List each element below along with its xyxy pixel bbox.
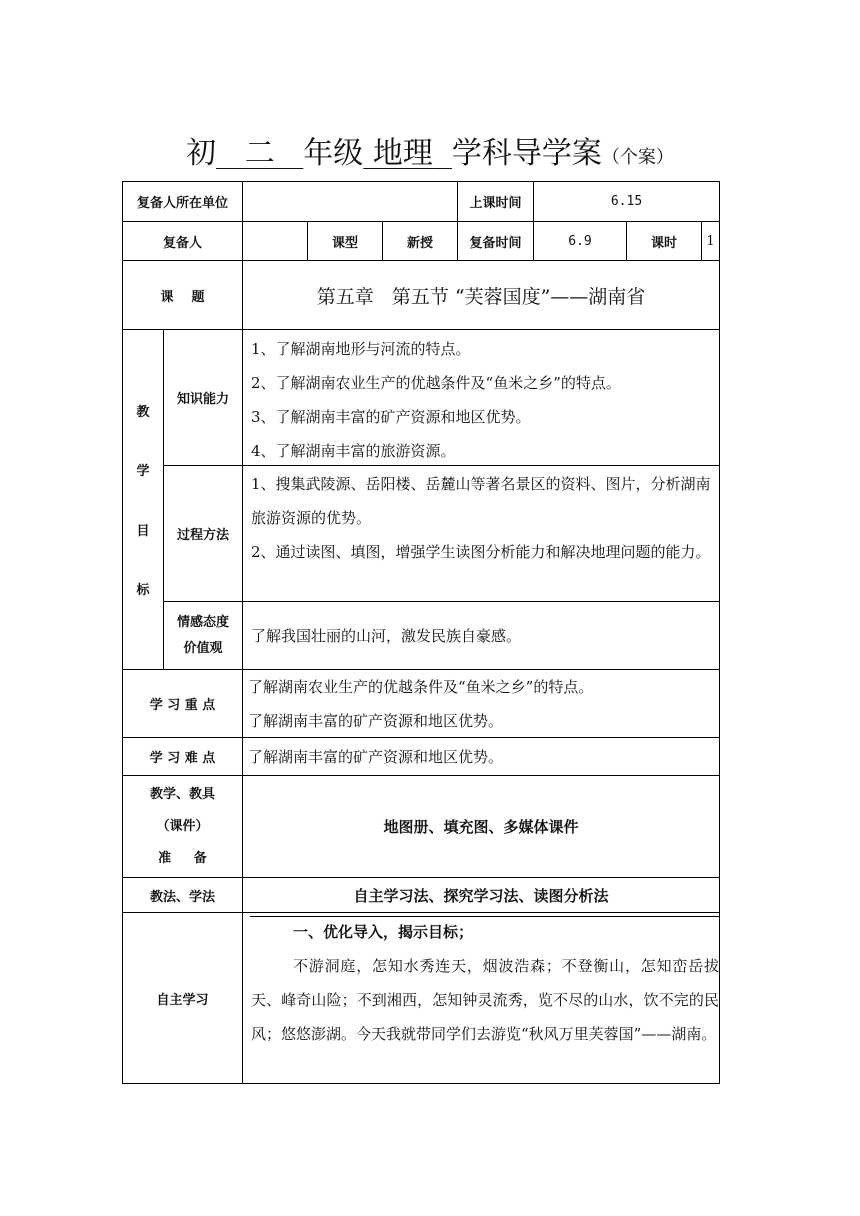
prep-time-label: 复备时间 [469,235,522,251]
unit-value [243,182,457,221]
knowledge-label: 知识能力 [176,392,229,407]
key-points-list [248,670,717,738]
preparer-label: 复备人 [162,235,202,251]
process-item: 2、通过读图、填图，增强学生读图分析能力和解决地理问题的能力。 [251,543,711,561]
methods-value: 自主学习法、探究学习法、读图分析法 [353,886,609,905]
objectives-label-char: 标 [136,583,150,599]
difficulties-label: 学 习 难 点 [149,751,216,766]
emotion-value: 了解我国壮丽的山河，激发民族自豪感。 [251,627,522,645]
lesson-type-label: 课型 [331,235,358,251]
key-point-item: 了解湖南农业生产的优越条件及“鱼米之乡”的特点。 [248,678,594,696]
knowledge-item: 1、了解湖南地形与河流的特点。 [251,340,471,358]
emotion-label-line: 价值观 [183,640,223,656]
self-study-text: 不游洞庭，怎知水秀连天，烟波浩森；不登衡山，怎知峦岳拔天、峰奇山险；不到湘西，怎知钟灵流秀，览不尽的山水，饮不完的民风；悠悠澎湖。今天我就带同学们去游览“秋风万里芙蓉国”——湖南。 [251,957,719,1043]
knowledge-item: 3、了解湖南丰富的矿产资源和地区优势。 [251,408,531,426]
emotion-label [164,602,242,669]
methods-label: 教法、学法 [149,889,215,905]
knowledge-item: 2、了解湖南农业生产的优越条件及“鱼米之乡”的特点。 [251,374,621,392]
title-prefix: 初 [186,136,217,171]
lesson-type-value: 新授 [406,235,433,251]
emotion-label-line: 情感态度 [176,614,229,630]
objectives-label-char: 学 [136,464,150,480]
objectives-label-char: 教 [136,404,150,420]
materials-label-line: （课件） [156,818,209,834]
title-subject-blank [363,136,452,171]
materials-value: 地图册、填充图、多媒体课件 [383,818,579,836]
title-note: （个案） [601,147,674,168]
page-title [0,128,860,172]
objectives-label-char: 目 [136,523,150,539]
preparer-value [243,222,307,260]
title-suffix: 学科导学案 [451,136,602,171]
periods-value: 1 [706,233,715,249]
key-points-label: 学 习 重 点 [149,698,216,713]
class-time-value: 6.15 [610,194,643,209]
prep-time-value: 6.9 [568,233,592,249]
knowledge-item: 4、了解湖南丰富的旅游资源。 [251,442,456,460]
self-study-label: 自主学习 [156,992,209,1008]
periods-label: 课时 [650,235,677,251]
topic-label: 课 题 [160,289,205,305]
class-time-label: 上课时间 [469,196,522,211]
title-subject: 地理 [372,136,433,171]
process-item: 1、搜集武陵源、岳阳楼、岳麓山等著名景区的资料、图片，分析湖南旅游资源的优势。 [251,475,711,527]
objectives-label [123,330,163,669]
process-list [251,467,717,569]
materials-label [123,776,242,877]
knowledge-list [251,332,717,468]
difficulties-value: 了解湖南丰富的矿产资源和地区优势。 [248,748,504,766]
topic-value: 第五章 第五节 “芙蓉国度”——湖南省 [316,285,646,308]
title-grade-suffix: 年级 [303,136,364,171]
title-grade: 二 [244,136,275,171]
grid-line [122,1083,720,1084]
self-study-heading: 一、优化导入，揭示目标； [293,923,474,941]
self-study-content [251,915,719,1051]
grid-line [719,181,720,1084]
materials-label-line: 准 备 [158,850,207,866]
title-grade-blank [216,136,303,171]
materials-label-line: 教学、教具 [149,786,215,802]
unit-label: 复备人所在单位 [136,196,228,211]
process-label: 过程方法 [176,528,229,543]
key-point-item: 了解湖南丰富的矿产资源和地区优势。 [248,712,504,730]
